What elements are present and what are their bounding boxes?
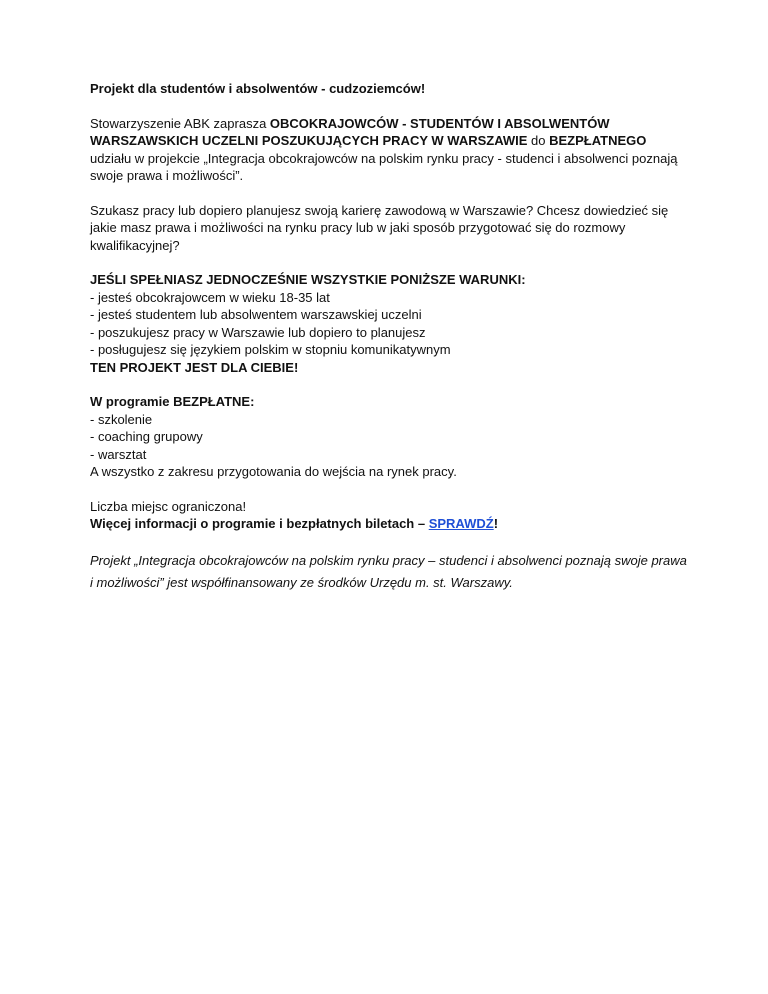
more-info-text: Więcej informacji o programie i bezpłatnych biletach – bbox=[90, 516, 429, 531]
conditions-heading: JEŚLI SPEŁNIASZ JEDNOCZEŚNIE WSZYSTKIE PONIŻSZE WARUNKI: bbox=[90, 272, 526, 287]
intro-paragraph bbox=[90, 115, 690, 185]
intro-text-2: do bbox=[527, 133, 550, 148]
intro-text-3: udziału w projekcie „Integracja obcokrajowców na polskim rynku pracy - studenci i absolwenci poznają swoje prawa i możliwości”. bbox=[90, 150, 678, 183]
more-info-suffix: ! bbox=[493, 516, 499, 531]
condition-item: - posługujesz się językiem polskim w stopniu komunikatywnym bbox=[90, 342, 451, 357]
program-section bbox=[90, 393, 690, 481]
document-title bbox=[90, 80, 690, 98]
limited-places-text: Liczba miejsc ograniczona! bbox=[90, 498, 247, 514]
condition-item: - poszukujesz pracy w Warszawie lub dopiero to planujesz bbox=[90, 324, 426, 340]
question-paragraph bbox=[90, 202, 690, 255]
intro-text-1: Stowarzyszenie ABK zaprasza bbox=[90, 115, 270, 131]
program-item: - warsztat bbox=[90, 446, 147, 462]
info-section bbox=[90, 498, 690, 533]
program-heading: W programie BEZPŁATNE: bbox=[90, 394, 255, 409]
funding-note bbox=[90, 550, 690, 594]
program-item: - coaching grupowy bbox=[90, 429, 203, 444]
question-text: Szukasz pracy lub dopiero planujesz swoją karierę zawodową w Warszawie? Chcesz dowiedzieć się jakie masz prawa i możliwości na rynku pracy lub w jaki sposób przygotować się do rozmowy kwalifikacyjnej? bbox=[90, 202, 669, 253]
more-info-line bbox=[90, 515, 690, 533]
program-item: - szkolenie bbox=[90, 411, 153, 427]
funding-text: Projekt „Integracja obcokrajowców na polskim rynku pracy – studenci i absolwenci poznają swoje prawa i możliwości” jest współfinansowany ze środków Urzędu m. st. Warszawy. bbox=[90, 552, 687, 590]
conditions-section bbox=[90, 271, 690, 376]
condition-item: - jesteś studentem lub absolwentem warszawskiej uczelni bbox=[90, 307, 422, 322]
condition-item: - jesteś obcokrajowcem w wieku 18-35 lat bbox=[90, 289, 330, 305]
program-closing: A wszystko z zakresu przygotowania do wejścia na rynek pracy. bbox=[90, 464, 457, 479]
check-link[interactable]: SPRAWDŹ bbox=[428, 516, 494, 531]
document-page bbox=[90, 80, 690, 611]
title-text: Projekt dla studentów i absolwentów - cudzoziemców! bbox=[90, 81, 426, 96]
conditions-closing: TEN PROJEKT JEST DLA CIEBIE! bbox=[90, 359, 299, 375]
intro-bold-target-group: OBCOKRAJOWCÓW - STUDENTÓW I ABSOLWENTÓW WARSZAWSKICH UCZELNI POSZUKUJĄCYCH PRACY W WARSZAWIE bbox=[90, 115, 610, 148]
intro-bold-free: BEZPŁATNEGO bbox=[549, 133, 647, 148]
